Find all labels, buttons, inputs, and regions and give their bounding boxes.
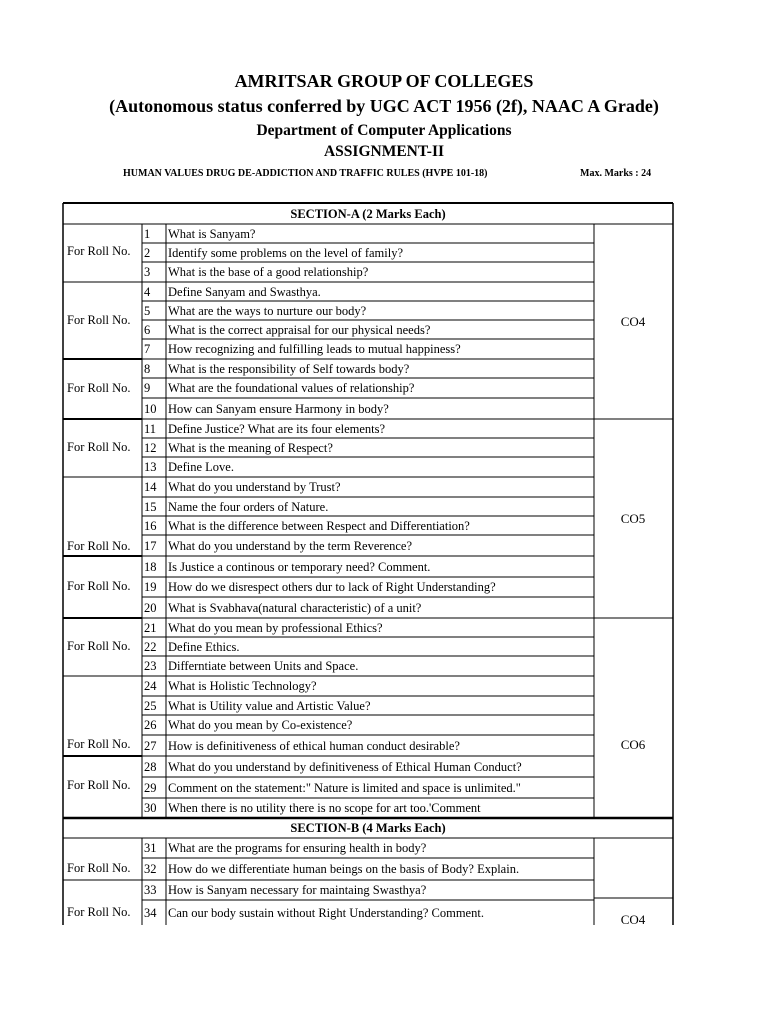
question-number: 33 xyxy=(144,883,157,897)
question-text: Define Ethics. xyxy=(168,640,240,654)
question-number: 11 xyxy=(144,422,157,436)
question-number: 17 xyxy=(144,539,157,553)
question-text: Is Justice a continous or temporary need? Comment. xyxy=(168,560,431,574)
max-marks: Max. Marks : 24 xyxy=(580,168,652,179)
question-text: Name the four orders of Nature. xyxy=(168,500,329,514)
course-outcome: CO5 xyxy=(620,511,646,526)
question-number: 22 xyxy=(144,640,157,654)
course-outcome: CO4 xyxy=(620,314,646,329)
question-text: How recognizing and fulfilling leads to mutual happiness? xyxy=(168,342,461,356)
question-text: What is Utility value and Artistic Value? xyxy=(168,699,371,713)
roll-label: For Roll No. xyxy=(67,737,131,751)
question-number: 28 xyxy=(144,760,157,774)
roll-label: For Roll No. xyxy=(67,313,131,327)
question-number: 27 xyxy=(144,739,157,753)
question-number: 5 xyxy=(144,304,151,318)
question-number: 9 xyxy=(144,381,151,395)
roll-label: For Roll No. xyxy=(67,244,131,258)
question-text: Identify some problems on the level of family? xyxy=(168,246,404,260)
roll-label: For Roll No. xyxy=(67,381,131,395)
question-text: Define Sanyam and Swasthya. xyxy=(168,285,321,299)
question-text: What is the base of a good relationship? xyxy=(168,265,369,279)
question-text: What are the programs for ensuring health in body? xyxy=(168,841,427,855)
question-text: What are the ways to nurture our body? xyxy=(168,304,367,318)
question-number: 20 xyxy=(144,601,157,615)
question-number: 29 xyxy=(144,781,157,795)
question-text: Define Justice? What are its four elements? xyxy=(168,422,386,436)
question-text: What are the foundational values of relationship? xyxy=(168,381,415,395)
question-number: 23 xyxy=(144,659,157,673)
question-text: What is the correct appraisal for our physical needs? xyxy=(168,323,431,337)
question-text: Define Love. xyxy=(168,460,234,474)
question-number: 19 xyxy=(144,580,157,594)
question-number: 30 xyxy=(144,801,157,815)
question-number: 13 xyxy=(144,460,157,474)
question-text: How can Sanyam ensure Harmony in body? xyxy=(168,402,389,416)
section-title: SECTION-A (2 Marks Each) xyxy=(290,207,446,221)
question-number: 8 xyxy=(144,362,151,376)
question-number: 21 xyxy=(144,621,157,635)
question-number: 10 xyxy=(144,402,157,416)
question-number: 26 xyxy=(144,718,157,732)
question-text: What is the meaning of Respect? xyxy=(168,441,333,455)
question-number: 12 xyxy=(144,441,157,455)
question-text: What do you mean by Co-existence? xyxy=(168,718,353,732)
question-text: What do you understand by Trust? xyxy=(168,480,341,494)
question-number: 4 xyxy=(144,285,151,299)
question-number: 2 xyxy=(144,246,151,260)
department-name: Department of Computer Applications xyxy=(256,122,512,139)
question-number: 1 xyxy=(144,227,151,241)
college-status: (Autonomous status conferred by UGC ACT 1956 (2f), NAAC A Grade) xyxy=(109,96,659,116)
section-title: SECTION-B (4 Marks Each) xyxy=(290,821,446,835)
question-text: How is Sanyam necessary for maintaing Swasthya? xyxy=(168,883,427,897)
question-number: 31 xyxy=(144,841,157,855)
question-text: What do you understand by the term Reverence? xyxy=(168,539,413,553)
question-text: Differntiate between Units and Space. xyxy=(168,659,359,673)
roll-label: For Roll No. xyxy=(67,861,131,875)
question-text: How do we differentiate human beings on the basis of Body? Explain. xyxy=(168,862,520,876)
question-number: 3 xyxy=(144,265,151,279)
roll-label: For Roll No. xyxy=(67,440,131,454)
question-number: 14 xyxy=(144,480,157,494)
roll-label: For Roll No. xyxy=(67,778,131,792)
roll-label: For Roll No. xyxy=(67,905,131,919)
question-number: 34 xyxy=(144,906,157,920)
question-text: When there is no utility there is no scope for art too.'Comment xyxy=(168,801,481,815)
question-number: 16 xyxy=(144,519,157,533)
question-number: 18 xyxy=(144,560,157,574)
question-number: 7 xyxy=(144,342,151,356)
question-text: What do you mean by professional Ethics? xyxy=(168,621,383,635)
question-number: 25 xyxy=(144,699,157,713)
question-text: What do you understand by definitiveness of Ethical Human Conduct? xyxy=(168,760,522,774)
question-text: Can our body sustain without Right Understanding? Comment. xyxy=(168,906,484,920)
assignment-title: ASSIGNMENT-II xyxy=(323,143,445,160)
question-text: What is the responsibility of Self towards body? xyxy=(168,362,410,376)
course-outcome: CO4 xyxy=(620,912,646,927)
question-number: 24 xyxy=(144,679,157,693)
question-number: 6 xyxy=(144,323,151,337)
question-text: What is Sanyam? xyxy=(168,227,256,241)
college-name: AMRITSAR GROUP OF COLLEGES xyxy=(234,71,534,91)
question-number: 15 xyxy=(144,500,157,514)
roll-label: For Roll No. xyxy=(67,639,131,653)
question-text: How is definitiveness of ethical human conduct desirable? xyxy=(168,739,460,753)
question-text: How do we disrespect others dur to lack of Right Understanding? xyxy=(168,580,496,594)
question-text: What is the difference between Respect and Differentiation? xyxy=(168,519,470,533)
roll-label: For Roll No. xyxy=(67,539,131,553)
question-text: Comment on the statement:" Nature is limited and space is unlimited." xyxy=(168,781,521,795)
course-outcome: CO6 xyxy=(620,737,646,752)
question-text: What is Svabhava(natural characteristic) of a unit? xyxy=(168,601,422,615)
roll-label: For Roll No. xyxy=(67,579,131,593)
question-text: What is Holistic Technology? xyxy=(168,679,317,693)
subject-title: HUMAN VALUES DRUG DE-ADDICTION AND TRAFFIC RULES (HVPE 101-18) xyxy=(123,168,488,179)
question-number: 32 xyxy=(144,862,157,876)
